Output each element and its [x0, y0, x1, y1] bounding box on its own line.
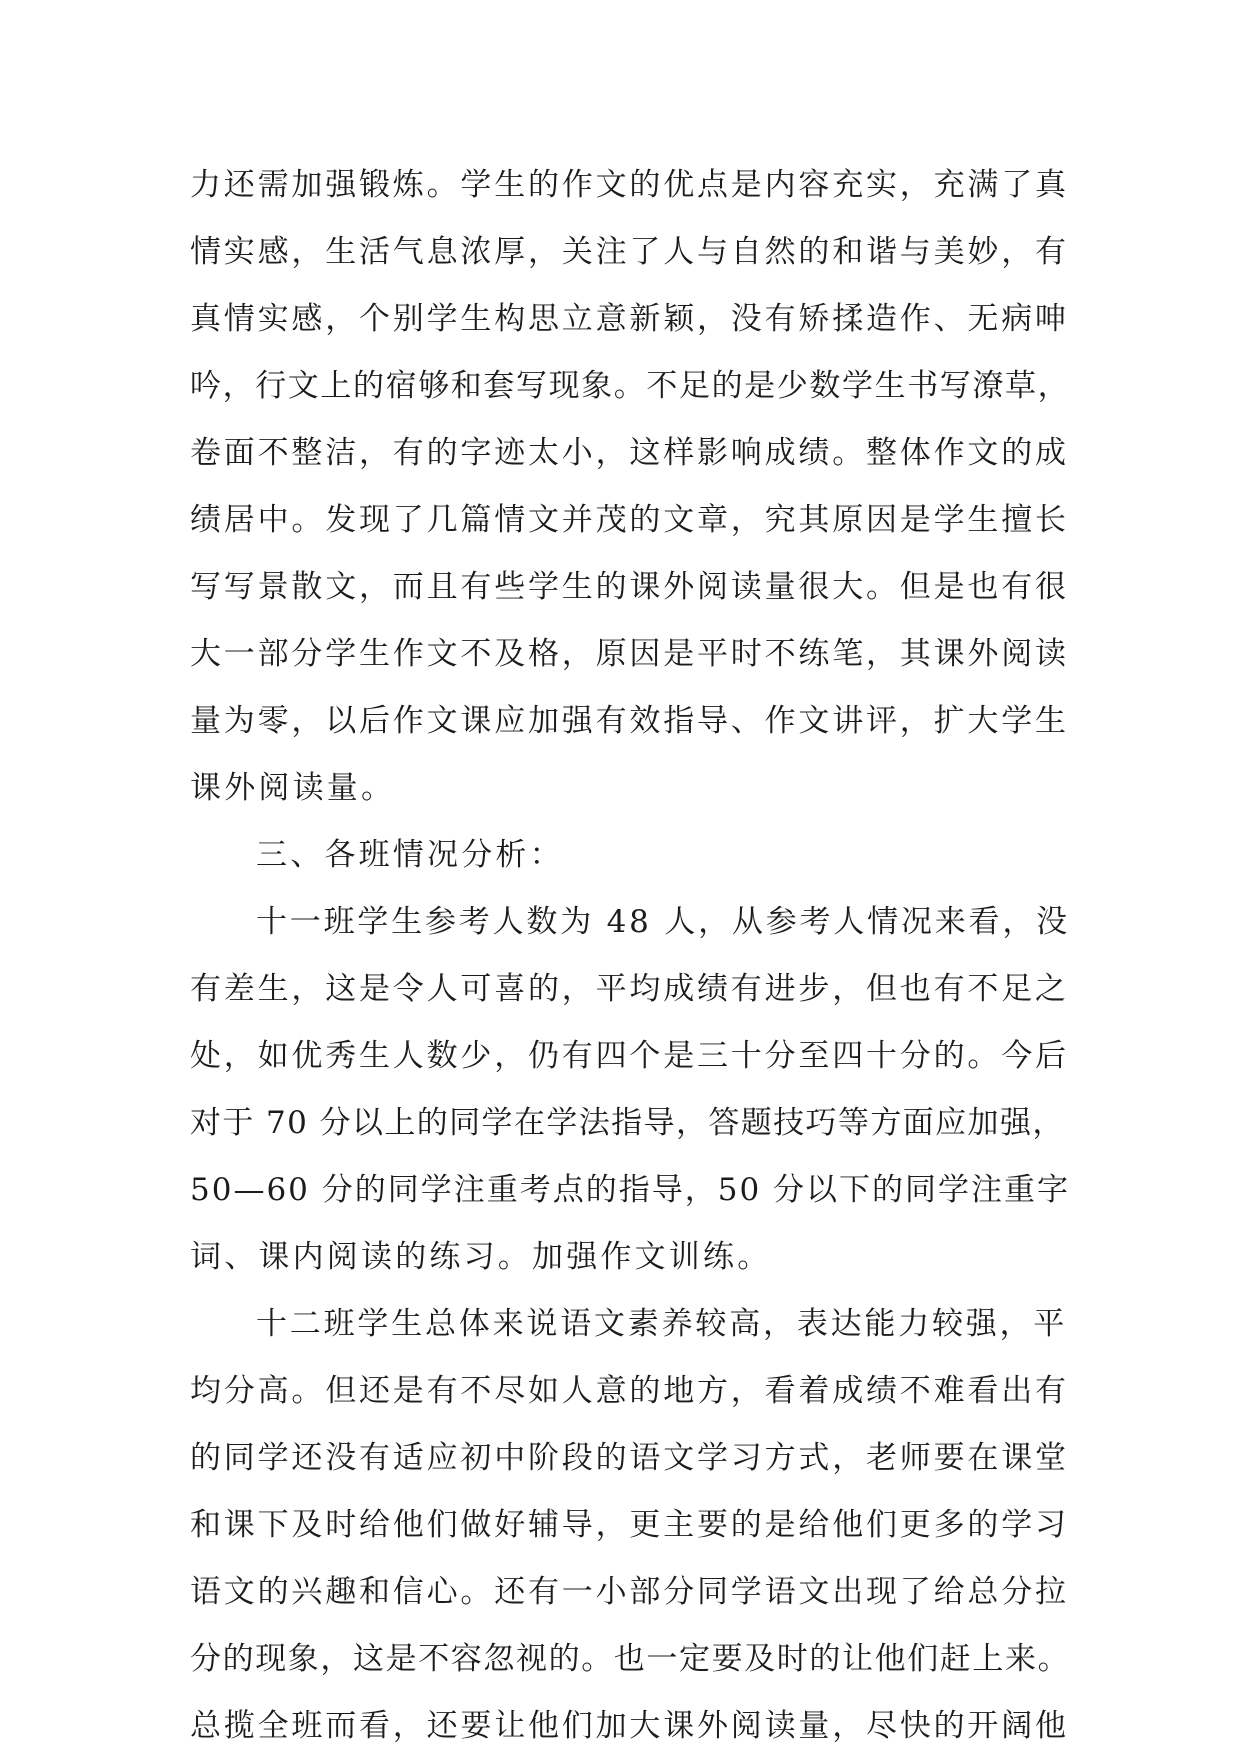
text-line: 三、各班情况分析： — [256, 837, 564, 873]
text-line: 大一部分学生作文不及格，原因是平时不练笔，其课外阅读 — [190, 636, 1069, 672]
text-line: 课外阅读量。 — [190, 770, 396, 806]
text-line: 吟，行文上的宿够和套写现象。不足的是少数学生书写潦草， — [190, 368, 1071, 404]
text-line: 卷面不整洁，有的字迹太小，这样影响成绩。整体作文的成 — [190, 435, 1069, 471]
text-line: 语文的兴趣和信心。还有一小部分同学语文出现了给总分拉 — [190, 1574, 1069, 1610]
text-line: 的同学还没有适应初中阶段的语文学习方式，老师要在课堂 — [190, 1440, 1069, 1476]
text-line: 50—60 分的同学注重考点的指导，50 分以下的同学注重字 — [190, 1172, 1071, 1208]
text-line: 十一班学生参考人数为 48 人，从参考人情况来看，没 — [256, 904, 1070, 940]
text-line: 真情实感，个别学生构思立意新颖，没有矫揉造作、无病呻 — [190, 301, 1069, 337]
text-line: 处，如优秀生人数少，仍有四个是三十分至四十分的。今后 — [190, 1038, 1069, 1074]
text-line: 情实感，生活气息浓厚，关注了人与自然的和谐与美妙，有 — [190, 234, 1069, 270]
text-line: 绩居中。发现了几篇情文并茂的文章，究其原因是学生擅长 — [190, 502, 1069, 538]
text-line: 和课下及时给他们做好辅导，更主要的是给他们更多的学习 — [190, 1507, 1069, 1543]
text-line: 有差生，这是令人可喜的，平均成绩有进步，但也有不足之 — [190, 971, 1069, 1007]
text-line: 力还需加强锻炼。学生的作文的优点是内容充实，充满了真 — [190, 167, 1069, 203]
text-line: 写写景散文，而且有些学生的课外阅读量很大。但是也有很 — [190, 569, 1069, 605]
text-line: 量为零，以后作文课应加强有效指导、作文讲评，扩大学生 — [190, 703, 1069, 739]
body-text — [190, 152, 1070, 1760]
text-line: 词、课内阅读的练习。加强作文训练。 — [190, 1239, 772, 1275]
text-line: 十二班学生总体来说语文素养较高，表达能力较强，平 — [256, 1306, 1068, 1342]
text-line: 总揽全班而看，还要让他们加大课外阅读量，尽快的开阔他 — [190, 1708, 1069, 1744]
text-line: 分的现象，这是不容忽视的。也一定要及时的让他们赶上来。 — [190, 1641, 1071, 1677]
text-line: 均分高。但还是有不尽如人意的地方，看着成绩不难看出有 — [190, 1373, 1069, 1409]
text-line: 对于 70 分以上的同学在学法指导，答题技巧等方面应加强， — [190, 1105, 1065, 1141]
